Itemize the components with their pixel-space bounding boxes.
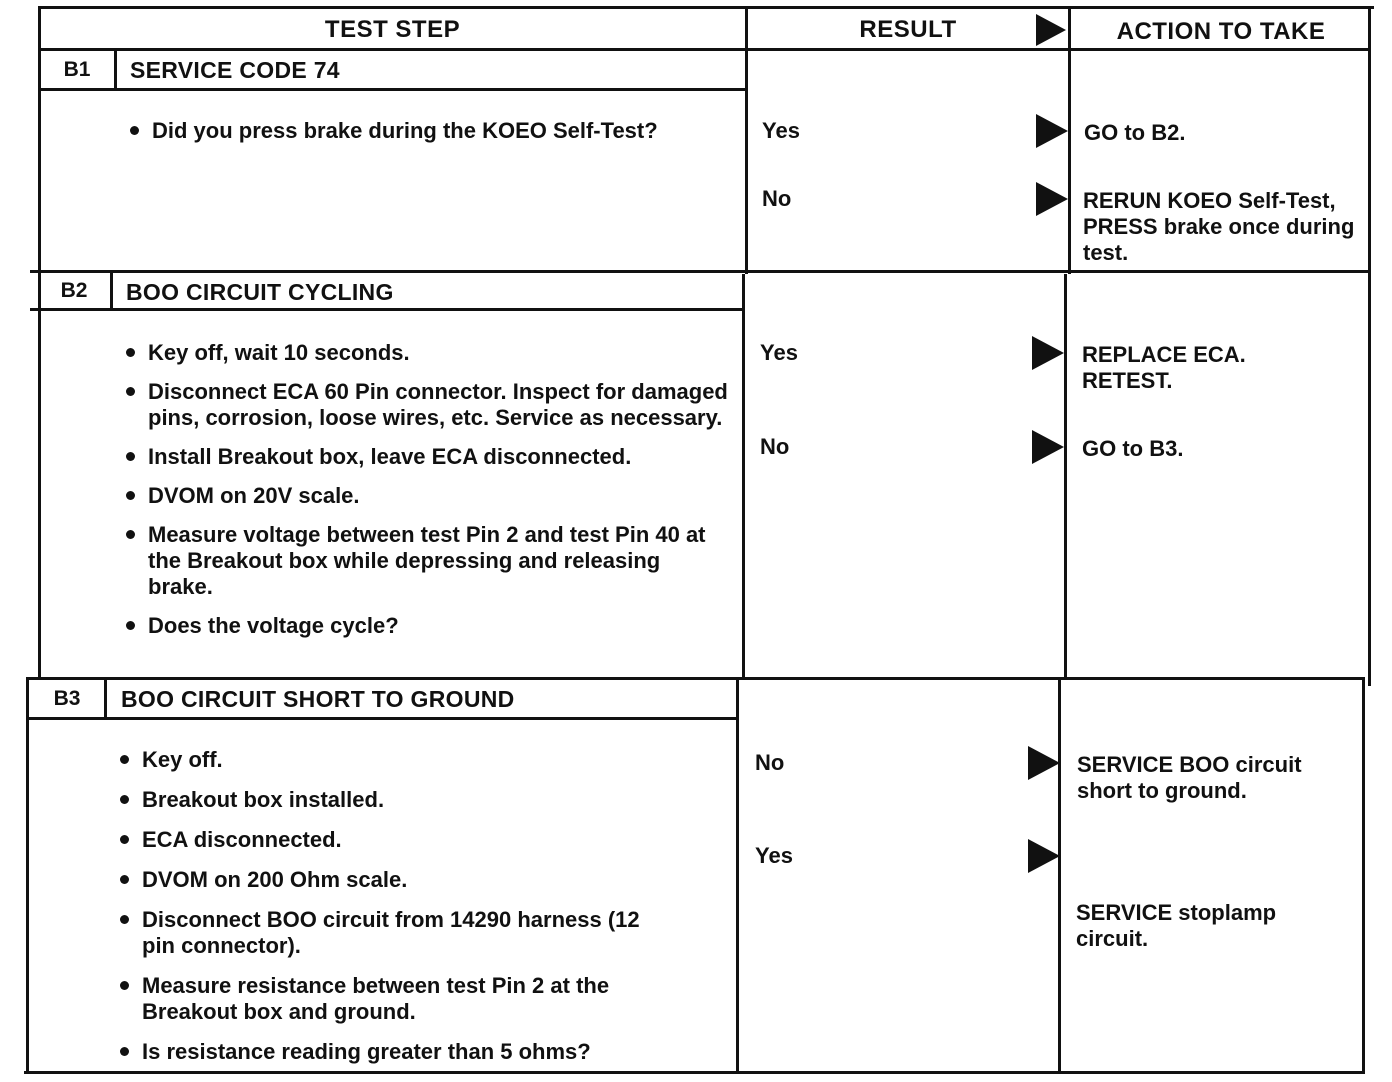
step-bullets-b1 [128, 118, 728, 144]
step-title-b2: BOO CIRCUIT CYCLING [126, 279, 394, 305]
table-border-right [1368, 6, 1371, 686]
result-b3-yes: Yes [755, 843, 793, 868]
result-b3-no: No [755, 750, 785, 775]
step-title-b3: BOO CIRCUIT SHORT TO GROUND [121, 686, 515, 712]
result-arrow-icon [1032, 430, 1064, 464]
table-border-bottom [24, 1071, 1364, 1074]
list-item: Did you press brake during the KOEO Self-Test? [128, 118, 728, 144]
table-border-right-lower [1362, 680, 1365, 1074]
list-item: Does the voltage cycle? [124, 613, 728, 639]
result-arrow-icon [1036, 114, 1068, 148]
result-arrow-icon [1028, 839, 1060, 873]
row-divider-b2-b3 [26, 677, 1365, 680]
list-item: Disconnect ECA 60 Pin connector. Inspect for damaged pins, corrosion, loose wires, etc. Service as necessary. [124, 379, 728, 431]
column-divider-result-action-b2 [1064, 274, 1067, 680]
column-divider-result-action-b3 [1058, 680, 1061, 1074]
result-arrow-icon [1028, 746, 1060, 780]
step-title-underline-b1 [38, 88, 746, 91]
action-b1-yes: GO to B2. [1084, 120, 1186, 145]
list-item: Is resistance reading greater than 5 ohms? [118, 1039, 730, 1065]
table-border-left-lower [26, 678, 29, 1074]
action-b3-yes: SERVICE stoplamp circuit. [1076, 900, 1277, 951]
column-divider-step-result-b3 [736, 678, 739, 1074]
list-item: DVOM on 20V scale. [124, 483, 728, 509]
result-b2-yes: Yes [760, 340, 798, 365]
list-item: Measure voltage between test Pin 2 and test Pin 40 at the Breakout box while depressing and releasing brake. [124, 522, 728, 600]
result-b1-yes: Yes [762, 118, 800, 143]
list-item: Key off. [118, 747, 730, 773]
column-divider-step-result-b2 [742, 274, 745, 678]
list-item: ECA disconnected. [118, 827, 730, 853]
step-bullets-b2 [124, 340, 728, 639]
step-title-underline-b3 [26, 717, 738, 720]
result-arrow-icon [1036, 182, 1068, 216]
header-arrow-icon [1036, 14, 1066, 46]
action-b2-yes: REPLACE ECA. RETEST. [1082, 342, 1246, 393]
header-action-to-take: ACTION TO TAKE [1116, 18, 1326, 45]
table-border-left [38, 6, 41, 678]
header-result: RESULT [859, 16, 957, 43]
step-id-b2: B2 [60, 279, 88, 302]
list-item: Disconnect BOO circuit from 14290 harness (12 pin connector). [118, 907, 662, 959]
list-item: Breakout box installed. [118, 787, 730, 813]
column-divider-result-action [1068, 6, 1071, 274]
list-item: Install Breakout box, leave ECA disconnected. [124, 444, 728, 470]
action-b3-no: SERVICE BOO circuit short to ground. [1077, 752, 1302, 803]
row-divider-b1-b2 [30, 270, 1371, 273]
list-item: Key off, wait 10 seconds. [124, 340, 728, 366]
step-id-divider-b3 [104, 679, 107, 719]
step-id-divider-b1 [114, 50, 117, 90]
step-title-b1: SERVICE CODE 74 [130, 57, 340, 83]
action-b1-no: RERUN KOEO Self-Test, PRESS brake once during test. [1083, 188, 1355, 265]
header-divider [38, 48, 1371, 51]
list-item: DVOM on 200 Ohm scale. [118, 867, 730, 893]
step-id-b1: B1 [63, 58, 91, 81]
result-b1-no: No [762, 186, 792, 211]
step-id-divider-b2 [110, 272, 113, 310]
result-arrow-icon [1032, 336, 1064, 370]
action-b2-no: GO to B3. [1082, 436, 1184, 461]
column-divider-step-result [745, 6, 748, 274]
step-title-underline-b2 [30, 308, 744, 311]
list-item: Measure resistance between test Pin 2 at the Breakout box and ground. [118, 973, 682, 1025]
header-test-step: TEST STEP [324, 16, 461, 43]
result-b2-no: No [760, 434, 790, 459]
step-bullets-b3 [118, 747, 730, 1065]
step-id-b3: B3 [53, 687, 81, 710]
table-border-top [38, 6, 1374, 9]
